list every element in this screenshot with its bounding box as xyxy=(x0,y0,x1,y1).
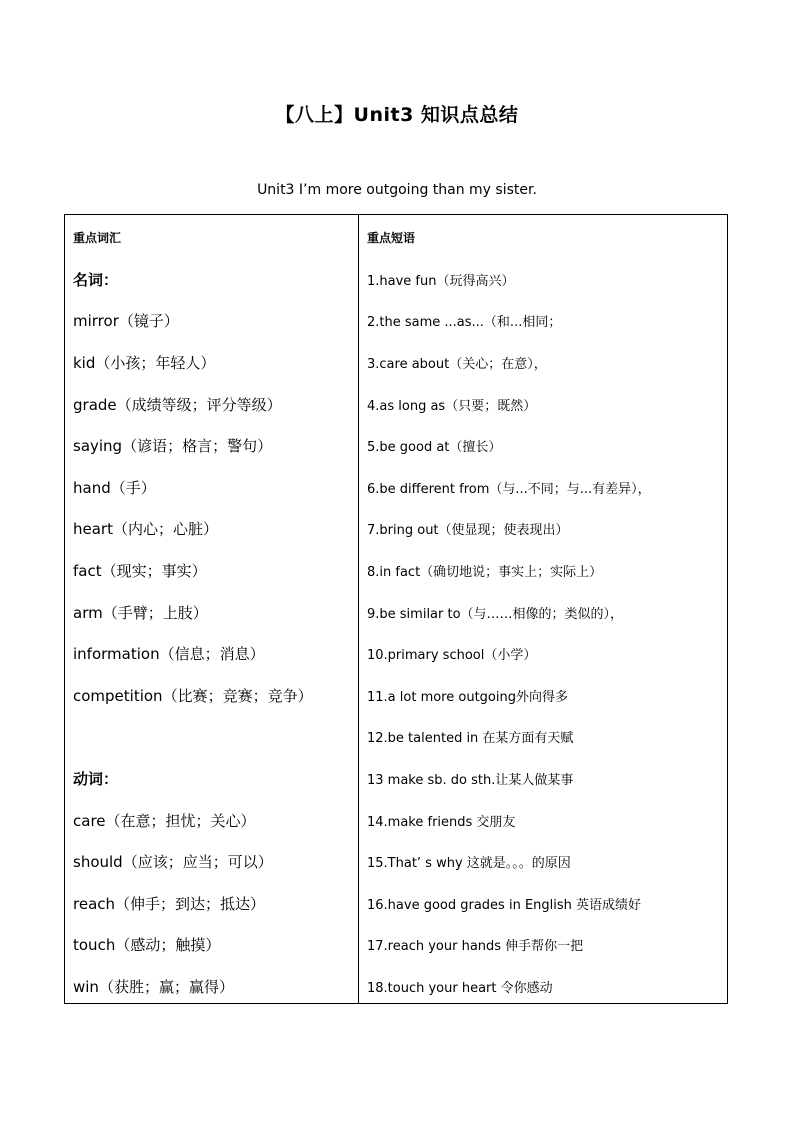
vocab-item: mirror（镜子） xyxy=(73,312,179,331)
vocab-item: arm（手臂；上肢） xyxy=(73,603,208,622)
noun-section-label: 名词： xyxy=(73,270,119,289)
phrase-item: 5.be good at（擅长） xyxy=(367,440,502,456)
vocab-item: should（应该；应当；可以） xyxy=(73,853,273,872)
phrase-item: 11.a lot more outgoing外向得多 xyxy=(367,689,568,705)
phrase-item: 8.in fact（确切地说；事实上；实际上） xyxy=(367,565,603,581)
empty-row xyxy=(73,716,358,758)
vocab-item: care（在意；担忧；关心） xyxy=(73,811,256,830)
vocab-item: touch（感动；触摸） xyxy=(73,936,221,955)
phrase-item: 2.the same ...as...（和...相同； xyxy=(367,315,562,331)
phrase-item: 10.primary school（小学） xyxy=(367,648,537,664)
vocab-item: kid（小孩；年轻人） xyxy=(73,354,216,373)
phrase-item: 14.make friends 交朋友 xyxy=(367,814,516,830)
vocab-item: reach（伸手；到达；抵达） xyxy=(73,894,266,913)
phrase-item: 6.be different from（与...不同；与...有差异）， xyxy=(367,481,651,497)
vocab-item: saying（谚语；格言；警句） xyxy=(73,437,273,456)
vocab-item: grade（成绩等级；评分等级） xyxy=(73,395,282,414)
page-title: 【八上】Unit3 知识点总结 xyxy=(275,104,519,126)
vocab-item: fact（现实；事实） xyxy=(73,562,207,581)
vocab-item: competition（比赛；竞赛；竞争） xyxy=(73,686,313,705)
verb-section-label: 动词： xyxy=(73,770,119,789)
phrase-item: 1.have fun（玩得高兴） xyxy=(367,273,515,289)
knowledge-table xyxy=(64,214,728,1004)
phrase-item: 7.bring out（使显现；使表现出） xyxy=(367,523,569,539)
phrase-item: 13 make sb. do sth.让某人做某事 xyxy=(367,773,574,789)
vocab-item: heart（内心；心脏） xyxy=(73,520,218,539)
phrase-item: 16.have good grades in English 英语成绩好 xyxy=(367,897,642,913)
phrase-item: 3.care about（关心；在意）， xyxy=(367,357,547,373)
unit-subtitle: Unit3 I’m more outgoing than my sister. xyxy=(257,182,537,198)
phrase-item: 4.as long as（只要；既然） xyxy=(367,398,537,414)
phrases-header: 重点短语 xyxy=(367,231,416,246)
vocab-item: hand（手） xyxy=(73,478,156,497)
vocabulary-header: 重点词汇 xyxy=(73,231,122,246)
phrase-item: 9.be similar to（与……相像的；类似的）， xyxy=(367,606,624,622)
vocab-item: information（信息；消息） xyxy=(73,645,265,664)
phrase-item: 12.be talented in 在某方面有天赋 xyxy=(367,731,574,747)
phrase-item: 17.reach your hands 伸手帮你一把 xyxy=(367,939,584,955)
vocab-item: win（获胜；赢；赢得） xyxy=(73,977,234,996)
phrase-item: 18.touch your heart 令你感动 xyxy=(367,980,553,996)
phrase-item: 15.That’ s why 这就是。。。的原因 xyxy=(367,856,571,872)
key-phrases-column xyxy=(359,215,727,1003)
key-vocabulary-column xyxy=(65,215,359,1003)
